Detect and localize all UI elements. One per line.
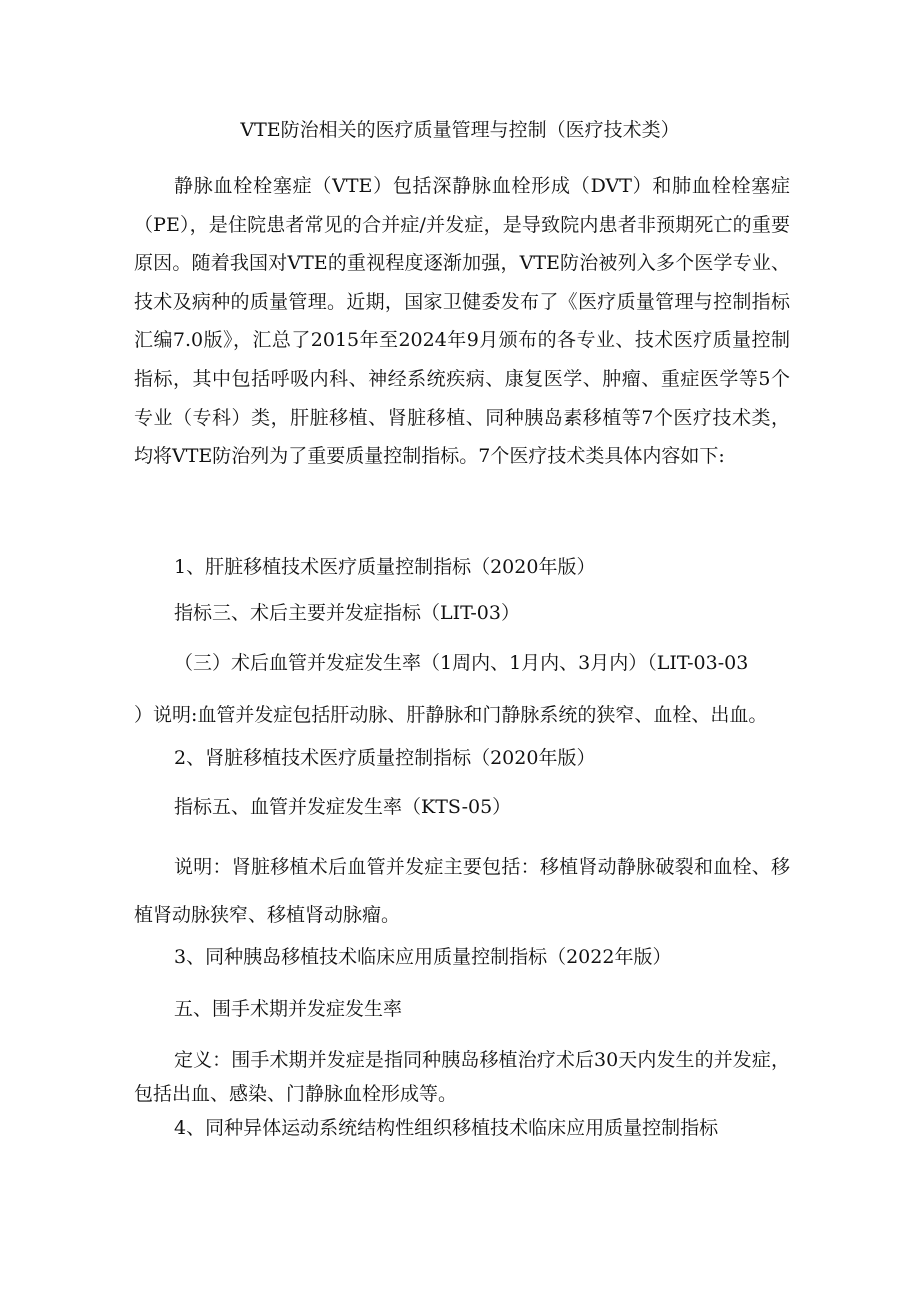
document-title: VTE防治相关的医疗质量管理与控制（医疗技术类） [240, 119, 680, 141]
section-2-note: 说明：肾脏移植术后血管并发症主要包括：移植肾动静脉破裂和血栓、移植肾动脉狭窄、移植肾动脉瘤。 [134, 856, 790, 926]
section-3-indicator: 五、围手术期并发症发生率 [174, 998, 403, 1020]
section-4-heading: 4、同种异体运动系统结构性组织移植技术临床应用质量控制指标 [174, 1117, 719, 1139]
section-1-item-line1: （三）术后血管并发症发生率（1周内、1月内、3月内）（LIT-03-03 [174, 652, 749, 674]
section-1-item-line2: ）说明:血管并发症包括肝动脉、肝静脉和门静脉系统的狭窄、血栓、出血。 [134, 704, 768, 726]
intro-paragraph: 静脉血栓栓塞症（VTE）包括深静脉血栓形成（DVT）和肺血栓栓塞症（PE），是住院患者常见的合并症/并发症，是导致院内患者非预期死亡的重要原因。随着我国对VTE的重视程度逐渐加强，VTE防治被列入多个医学专业、技术及病种的质量管理。近期，国家卫健委发布了《医疗质量管理与控制指标汇编7.0版》，汇总了2015年至2024年9月颁布的各专业、技术医疗质量控制指标，其中包括呼吸内科、神经系统疾病、康复医学、肿瘤、重症医学等5个专业（专科）类，肝脏移植、肾脏移植、同种胰岛素移植等7个医疗技术类，均将VTE防治列为了重要质量控制指标。7个医疗技术类具体内容如下: [134, 175, 790, 468]
section-2-indicator: 指标五、血管并发症发生率（KTS-05） [174, 796, 512, 818]
section-1-heading: 1、肝脏移植技术医疗质量控制指标（2020年版） [174, 556, 596, 578]
section-3-definition: 定义：围手术期并发症是指同种胰岛移植治疗术后30天内发生的并发症，包括出血、感染、门静脉血栓形成等。 [134, 1049, 790, 1105]
section-2-heading: 2、肾脏移植技术医疗质量控制指标（2020年版） [174, 747, 596, 769]
section-3-heading: 3、同种胰岛移植技术临床应用质量控制指标（2022年版） [174, 946, 672, 968]
section-1-indicator: 指标三、术后主要并发症指标（LIT-03） [174, 602, 520, 624]
